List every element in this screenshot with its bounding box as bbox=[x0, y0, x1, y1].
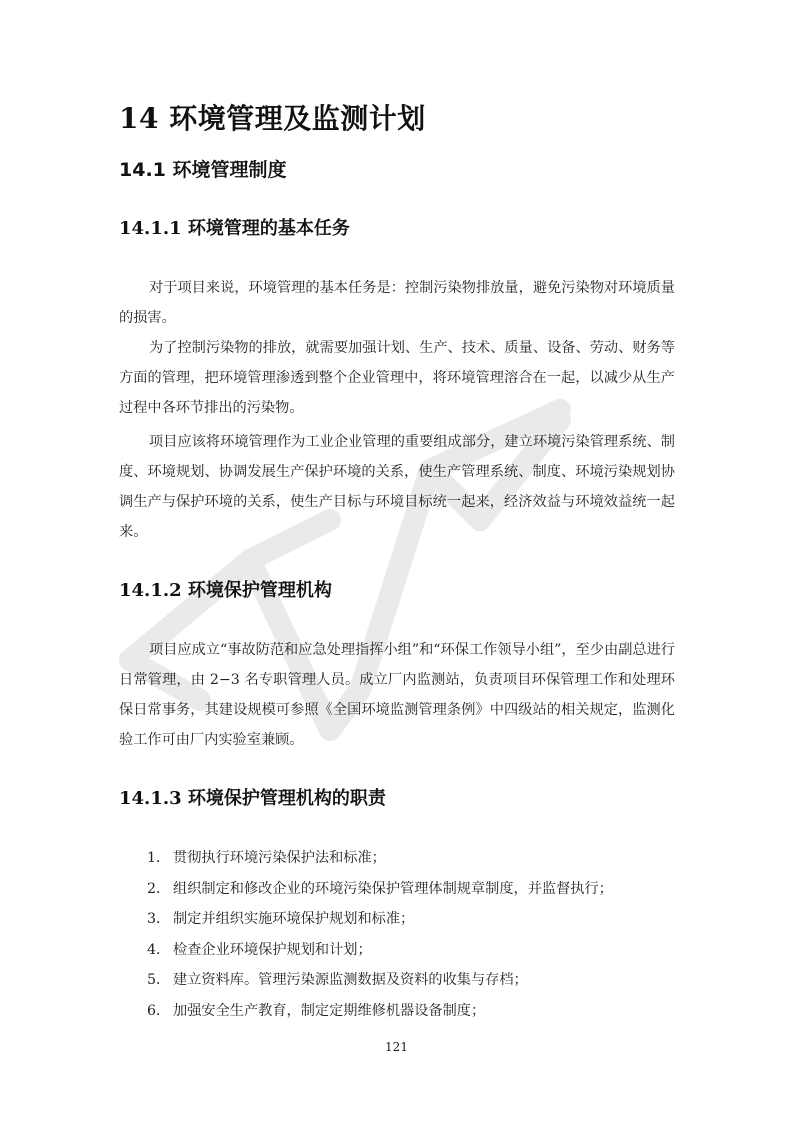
paragraph bbox=[119, 333, 675, 423]
list-text: 建立资料库。管理污染源监测数据及资料的收集与存档； bbox=[173, 972, 528, 988]
list-number: 3． bbox=[147, 911, 171, 927]
list-number: 6． bbox=[147, 1002, 171, 1019]
list-number: 4． bbox=[147, 941, 171, 958]
list-item bbox=[147, 935, 613, 966]
paragraph bbox=[119, 427, 675, 547]
duties-list bbox=[147, 843, 613, 1026]
list-item bbox=[147, 843, 613, 874]
list-text: 制定并组织实施环境保护规划和标准； bbox=[173, 911, 415, 927]
paragraph bbox=[119, 635, 675, 755]
list-text: 检查企业环境保护规划和计划； bbox=[173, 941, 372, 958]
paragraph-text: 为了控制污染物的排放，就需要加强计划、生产、技术、质量、设备、劳动、财务等方面的管理，把环境管理渗透到整个企业管理中，将环境管理溶合在一起，以减少从生产过程中各环节排出的污染物。 bbox=[119, 340, 675, 416]
paragraph-text: 项目应成立“事故防范和应急处理指挥小组”和“环保工作领导小组”，至少由副总进行日常管理，由 2−3 名专职管理人员。成立厂内监测站，负责项目环保管理工作和处理环保日常事务，其建设规模可参照《全国环境监测管理条例》中四级站的相关规定，监测化验工作可由厂内实验室兼顾。 bbox=[119, 642, 675, 748]
list-item bbox=[147, 996, 613, 1027]
list-number: 5． bbox=[147, 972, 171, 988]
list-item bbox=[147, 904, 613, 935]
subsection-title-org: 14.1.2 环境保护管理机构 bbox=[119, 580, 332, 601]
chapter-title: 14 环境管理及监测计划 bbox=[119, 102, 426, 135]
subsection-title-basic-tasks: 14.1.1 环境管理的基本任务 bbox=[119, 218, 350, 239]
page-number: 121 bbox=[385, 1040, 408, 1054]
paragraph-text: 对于项目来说，环境管理的基本任务是：控制污染物排放量，避免污染物对环境质量的损害。 bbox=[119, 280, 675, 326]
list-text: 加强安全生产教育，制定定期维修机器设备制度； bbox=[173, 1002, 486, 1019]
list-number: 1． bbox=[147, 850, 171, 866]
list-text: 组织制定和修改企业的环境污染保护管理体制规章制度，并监督执行； bbox=[173, 880, 613, 897]
list-number: 2． bbox=[147, 880, 171, 897]
paragraph bbox=[119, 273, 675, 333]
section-title: 14.1 环境管理制度 bbox=[119, 159, 287, 181]
list-item bbox=[147, 874, 613, 905]
list-text: 贯彻执行环境污染保护法和标准； bbox=[173, 850, 386, 866]
paragraph-text: 项目应该将环境管理作为工业企业管理的重要组成部分，建立环境污染管理系统、制度、环境规划、协调发展生产保护环境的关系，使生产管理系统、制度、环境污染规划协调生产与保护环境的关系，使生产目标与环境目标统一起来，经济效益与环境效益统一起来。 bbox=[119, 434, 675, 540]
subsection-title-duties: 14.1.3 环境保护管理机构的职责 bbox=[119, 788, 386, 809]
list-item bbox=[147, 965, 613, 996]
